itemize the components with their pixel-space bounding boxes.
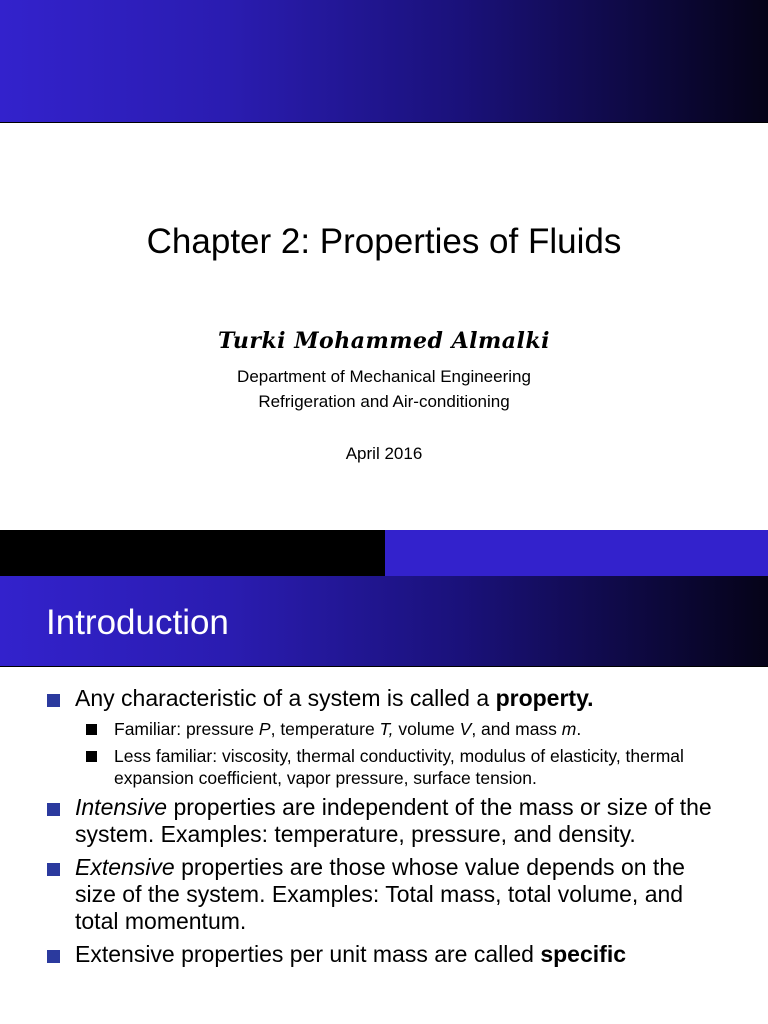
symbol-mass: m	[561, 719, 577, 739]
list-item	[0, 685, 768, 712]
bullet-text: , temperature	[270, 719, 380, 739]
bullet-text: Familiar: pressure	[114, 719, 259, 739]
bullet-text: Any characteristic of a system is called a	[75, 685, 496, 711]
symbol-pressure: P	[258, 719, 271, 739]
top-black-bar	[0, 530, 385, 576]
bullet-keyword: specific	[540, 941, 626, 967]
bullet-text: volume	[393, 719, 460, 739]
bullet-text: properties are independent of the mass or size of the system. Examples: temperature, pressure, and density.	[75, 794, 712, 847]
top-blue-bar	[385, 530, 768, 576]
bullet-text: .	[576, 719, 582, 739]
square-bullet-icon	[86, 724, 97, 735]
bullet-list	[0, 685, 768, 974]
square-bullet-icon	[47, 694, 60, 707]
square-bullet-icon	[47, 863, 60, 876]
bullet-keyword: property.	[495, 685, 594, 711]
list-item	[0, 745, 768, 789]
bullet-keyword: Intensive	[75, 794, 168, 820]
introduction-slide	[0, 530, 768, 1024]
bullet-text: properties are those whose value depends on the size of the system. Examples: Total mass, total volume, and total momentum.	[75, 854, 685, 934]
slide-title: Chapter 2: Properties of Fluids	[146, 222, 622, 261]
title-banner	[0, 0, 768, 123]
author-name: Turki Mohammed Almalki	[218, 328, 550, 354]
symbol-volume: V	[459, 719, 472, 739]
square-bullet-icon	[47, 950, 60, 963]
slide-heading: Introduction	[46, 603, 229, 642]
square-bullet-icon	[47, 803, 60, 816]
list-item	[0, 941, 768, 968]
program-line: Refrigeration and Air-conditioning	[258, 392, 510, 411]
bullet-text: , and mass	[471, 719, 562, 739]
bullet-text: Less familiar: viscosity, thermal conductivity, modulus of elasticity, thermal expansion coefficient, vapor pressure, surface tension.	[114, 746, 684, 788]
symbol-temperature: T,	[379, 719, 394, 739]
list-item	[0, 794, 768, 848]
bullet-text: Extensive properties per unit mass are called	[75, 941, 541, 967]
department-line: Department of Mechanical Engineering	[237, 367, 531, 386]
date-line: April 2016	[345, 444, 423, 463]
list-item	[0, 854, 768, 935]
bullet-keyword: Extensive	[75, 854, 175, 880]
list-item	[0, 718, 768, 740]
square-bullet-icon	[86, 751, 97, 762]
